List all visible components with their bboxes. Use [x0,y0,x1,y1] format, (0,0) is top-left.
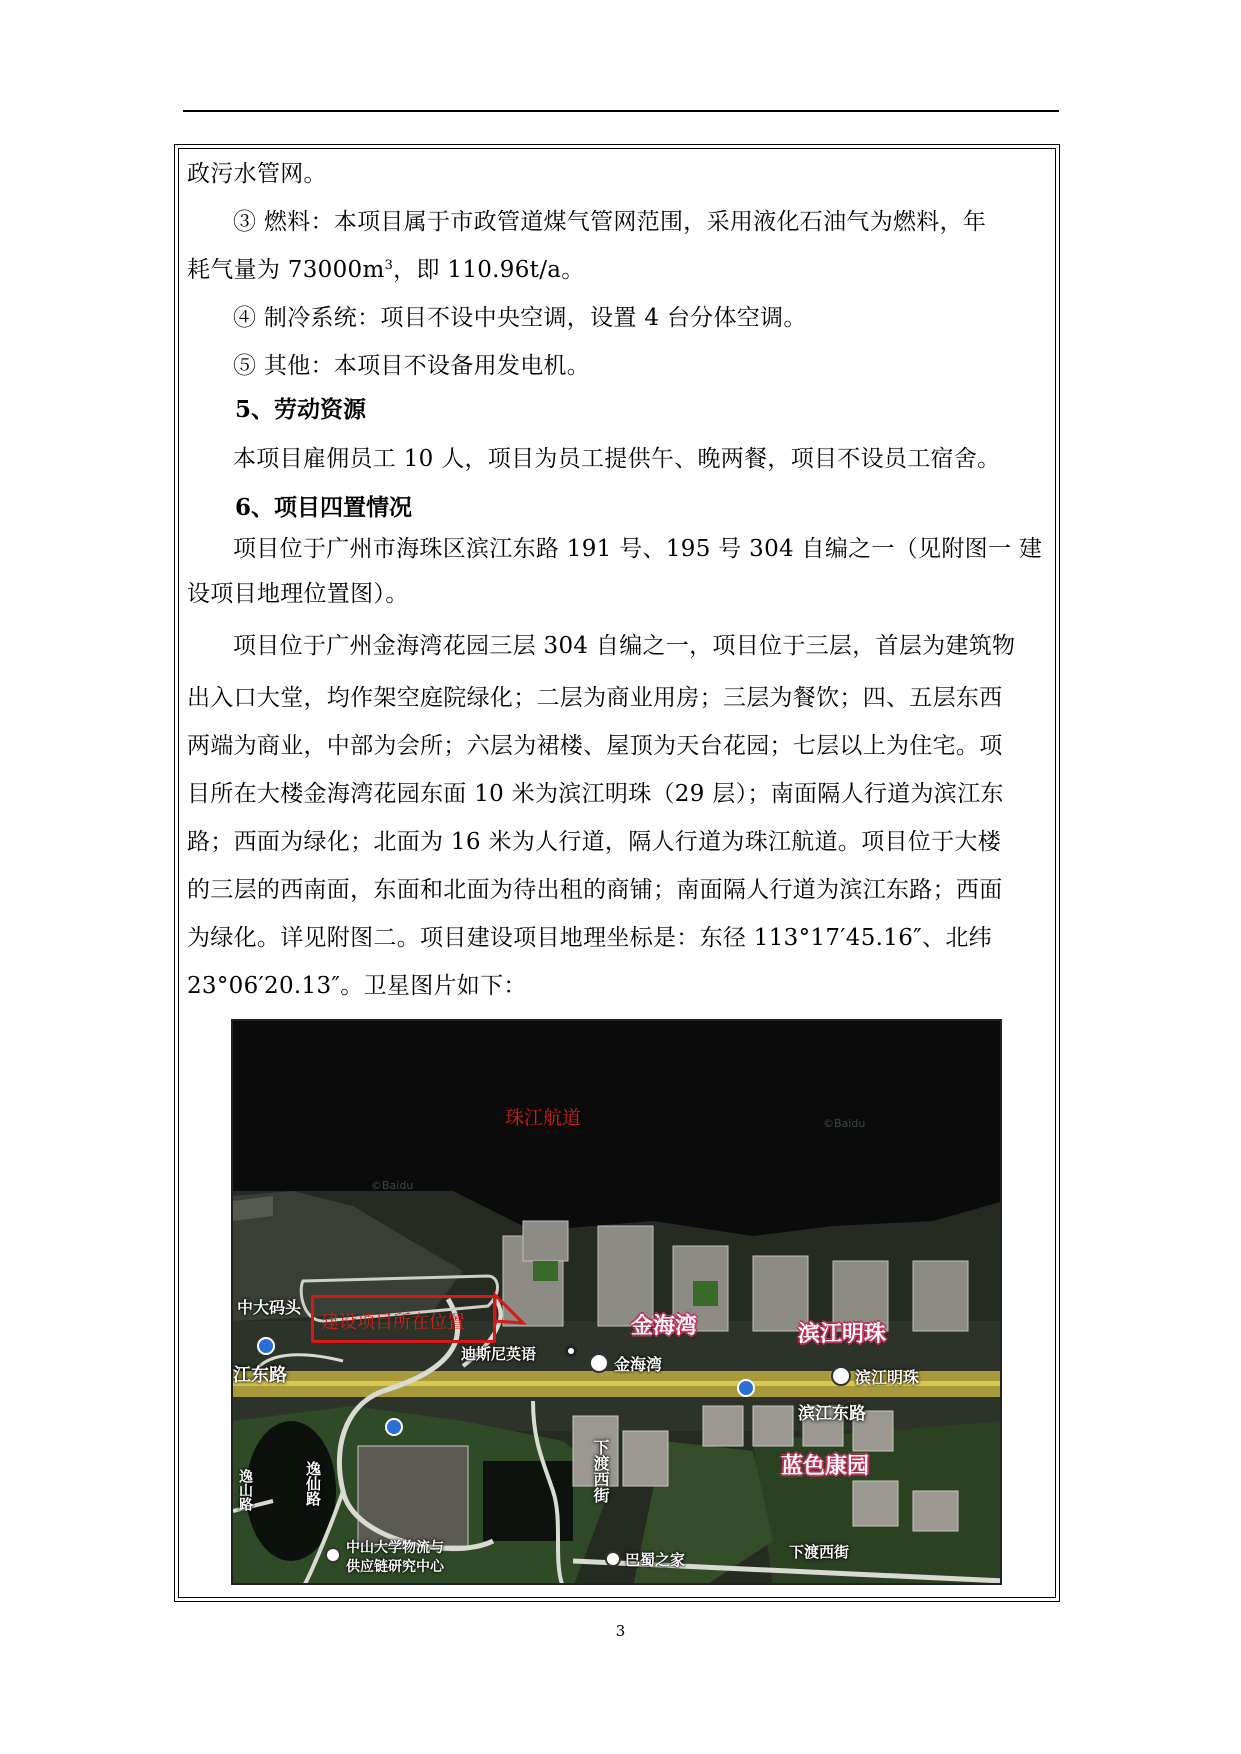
paragraph-line: 23°06′20.13″。卫星图片如下： [187,973,527,999]
paragraph-line: 项目位于广州金海湾花园三层 304 自编之一，项目位于三层，首层为建筑物 [233,633,1016,659]
poi-label: 中山大学物流与 [346,1540,444,1556]
paragraph-line [187,246,1047,294]
poi-label: 供应链研究中心 [346,1559,444,1575]
paragraph-line: ③ 燃料：本项目属于市政管道煤气管网范围，采用液化石油气为燃料，年 [233,209,987,235]
river-label: 珠江航道 [505,1107,582,1129]
paragraph-line: ④ 制冷系统：项目不设中央空调，设置 4 台分体空调。 [233,305,807,331]
header-rule [183,110,1059,112]
page-number: 3 [615,1622,626,1640]
bus-stop-icon [737,1379,755,1397]
text-run: ，即 110.96t/a。 [393,257,585,283]
paragraph-line: 项目位于广州市海珠区滨江东路 191 号、195 号 304 自编之一（见附图一 建 [233,536,1043,562]
blue-garden-area-label: 蓝色康园 [781,1454,870,1479]
community-icon [831,1366,851,1386]
watermark: ©Baidu [371,1179,414,1192]
community-icon [589,1353,609,1373]
road-label: 逸山路 [237,1469,253,1511]
binjiang-pearl-area-label: 滨江明珠 [798,1322,887,1347]
paragraph-line: 为绿化。详见附图二。项目建设项目地理坐标是：东径 113°17′45.16″、北纬 [187,925,992,951]
road-label: 江东路 [233,1365,287,1386]
paragraph-line: 本项目雇佣员工 10 人，项目为员工提供午、晚两餐，项目不设员工宿舍。 [233,446,1001,472]
wharf-label: 中大码头 [237,1298,302,1317]
poi-label: 巴蜀之家 [625,1551,686,1569]
section-heading: 5、劳动资源 [235,396,367,423]
paragraph-line: ⑤ 其他：本项目不设备用发电机。 [233,353,591,379]
restaurant-icon [605,1551,621,1567]
jinhaiwan-poi-label: 金海湾 [614,1355,663,1374]
project-location-label: 建设项目所在位置 [321,1312,465,1333]
text-run: 耗气量为 73000m [187,257,385,283]
education-icon [325,1547,341,1563]
jinhaiwan-area-label: 金海湾 [631,1314,698,1339]
superscript: 3 [384,258,394,273]
paragraph-line: 政污水管网。 [187,161,327,187]
satellite-map [231,1019,1002,1585]
road-label: 逸仙路 [304,1461,322,1506]
road-label: 滨江东路 [798,1404,866,1424]
section-heading: 6、项目四置情况 [235,494,413,521]
binjiang-pearl-poi-label: 滨江明珠 [855,1368,920,1387]
poi-label: 迪斯尼英语 [461,1345,537,1363]
paragraph-line: 设项目地理位置图）。 [187,581,409,607]
paragraph-line: 的三层的西南面，东面和北面为待出租的商铺；南面隔人行道为滨江东路；西面 [187,877,1003,903]
paragraph-line: 目所在大楼金海湾花园东面 10 米为滨江明珠（29 层）；南面隔人行道为滨江东 [187,781,1004,807]
poi-dot-icon [565,1345,577,1357]
body-text [187,150,1047,1010]
paragraph-line: 路；西面为绿化；北面为 16 米为人行道，隔人行道为珠江航道。项目位于大楼 [187,829,1001,855]
street-label: 下渡西街 [591,1439,610,1503]
watermark: ©Baidu [823,1117,866,1130]
paragraph-line: 出入口大堂，均作架空庭院绿化；二层为商业用房；三层为餐饮；四、五层东西 [187,685,1003,711]
parking-icon [385,1418,403,1436]
poi-marker-icon [257,1337,275,1355]
paragraph-line: 两端为商业，中部为会所；六层为裙楼、屋顶为天台花园；七层以上为住宅。项 [187,733,1003,759]
street-label: 下渡西街 [789,1543,850,1561]
